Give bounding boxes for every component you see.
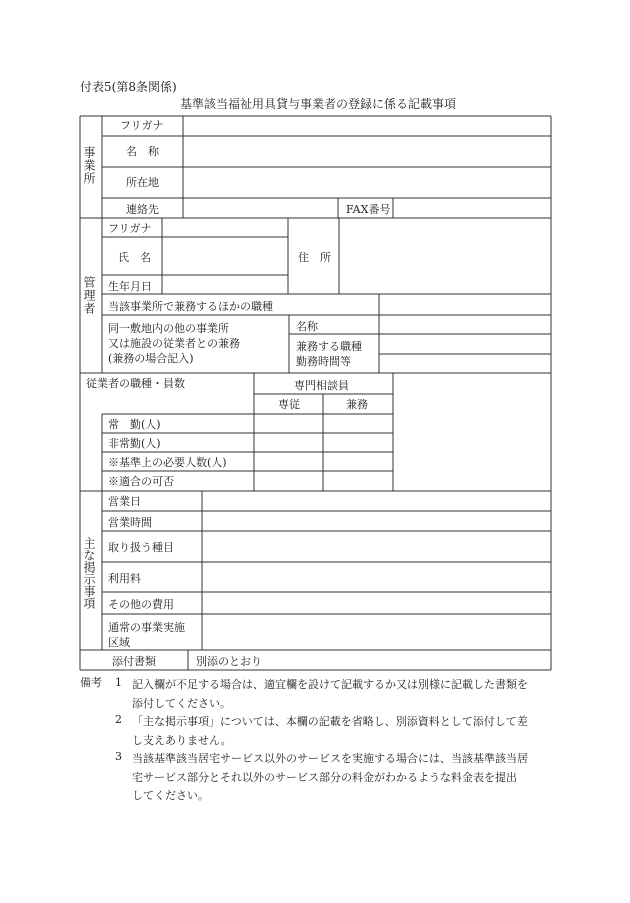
manager-birthdate-field[interactable]	[163, 276, 287, 294]
staff-concurrent-cell[interactable]	[324, 415, 392, 489]
concurrent-line-3: (兼務の場合記入)	[108, 352, 194, 365]
staff-row-label: 常 勤(人)	[108, 418, 161, 431]
concurrent-line-1: 同一敷地内の他の事業所	[108, 322, 229, 335]
staff-row-label: ※基準上の必要人数(人)	[108, 456, 227, 469]
staff-consultant-header: 専門相談員	[294, 379, 349, 392]
staff-row-label: ※適合の可否	[108, 475, 174, 488]
office-contact-field[interactable]	[184, 200, 338, 218]
notice-item-label: 利用料	[108, 572, 141, 585]
manager-other-job-label: 当該事業所で兼務するほかの職種	[108, 300, 273, 313]
remarks-note-line: 当該基準該当居宅サービス以外のサービスを実施する場合には、当該基準該当居	[132, 752, 528, 765]
office-fax-label: FAX番号	[346, 203, 391, 216]
office-fax-field[interactable]	[394, 200, 550, 218]
concurrent-name-field[interactable]	[380, 317, 550, 333]
manager-name-label: 氏 名	[118, 251, 151, 264]
manager-name-field[interactable]	[163, 238, 287, 274]
remarks-note-number: 1	[115, 676, 122, 689]
concurrent-job-label-1: 兼務する職種	[296, 340, 362, 353]
office-name-label: 名 称	[126, 145, 159, 158]
notice-item-label: 営業日	[108, 495, 141, 508]
remarks-note-number: 2	[115, 713, 122, 726]
notice-section-label: 主な掲示事項	[82, 537, 96, 609]
remarks-note-line: してください。	[132, 789, 209, 802]
office-address-field[interactable]	[184, 168, 550, 198]
notice-area-label-2: 区域	[108, 636, 130, 649]
notice-item-label: 取り扱う種目	[108, 541, 174, 554]
remarks-note-line: 「主な掲示事項」については、本欄の記載を省略し、別添資料として添付して差	[132, 715, 528, 728]
attachment-value: 別添のとおり	[196, 655, 262, 668]
notice-item-label: 営業時間	[108, 516, 152, 529]
office-furigana-field[interactable]	[184, 117, 550, 135]
office-name-field[interactable]	[184, 137, 550, 167]
staff-row-label: 非常勤(人)	[108, 437, 161, 450]
attachment-label: 添付書類	[112, 655, 156, 668]
concurrent-line-2: 又は施設の従業者との兼務	[108, 337, 240, 350]
manager-section-label: 管理者	[82, 276, 96, 315]
notice-item-label: その他の費用	[108, 598, 174, 611]
remarks-note-line: 記入欄が不足する場合は、適宜欄を設けて記載するか又は別様に記載した書類を	[132, 678, 528, 691]
remarks-label: 備考	[80, 676, 102, 689]
staff-fulltime-cell[interactable]	[255, 415, 322, 489]
staff-concurrent-header: 兼務	[346, 398, 368, 411]
staff-header: 従業者の職種・員数	[86, 377, 185, 390]
remarks-note-line: 宅サービス部分とそれ以外のサービス部分の料金がわかるような料金表を提出	[132, 770, 517, 784]
concurrent-name-label: 名称	[296, 320, 318, 333]
manager-other-job-field[interactable]	[380, 297, 550, 315]
notice-area-label-1: 通常の事業実施	[108, 621, 185, 634]
remarks-note-number: 3	[115, 750, 122, 763]
remarks-note-line: 添付してください。	[132, 696, 231, 710]
manager-address-label: 住 所	[298, 251, 331, 264]
office-furigana-label: フリガナ	[120, 119, 164, 132]
office-address-label: 所在地	[126, 176, 159, 189]
form-title: 基準該当福祉用具貸与事業者の登録に係る記載事項	[180, 97, 457, 111]
manager-furigana-label: フリガナ	[108, 222, 152, 235]
office-section-label: 事業所	[82, 146, 96, 185]
manager-address-field[interactable]	[340, 220, 550, 294]
concurrent-job-field[interactable]	[380, 335, 550, 371]
manager-birthdate-label: 生年月日	[108, 280, 152, 293]
concurrent-job-label-2: 勤務時間等	[296, 355, 351, 368]
appendix-label: 付表5(第8条関係)	[80, 80, 177, 94]
staff-fulltime-header: 専従	[278, 398, 300, 411]
office-contact-label: 連絡先	[126, 203, 159, 216]
remarks-note-line: し支えありません。	[132, 733, 232, 747]
notice-value-field[interactable]	[203, 492, 550, 650]
